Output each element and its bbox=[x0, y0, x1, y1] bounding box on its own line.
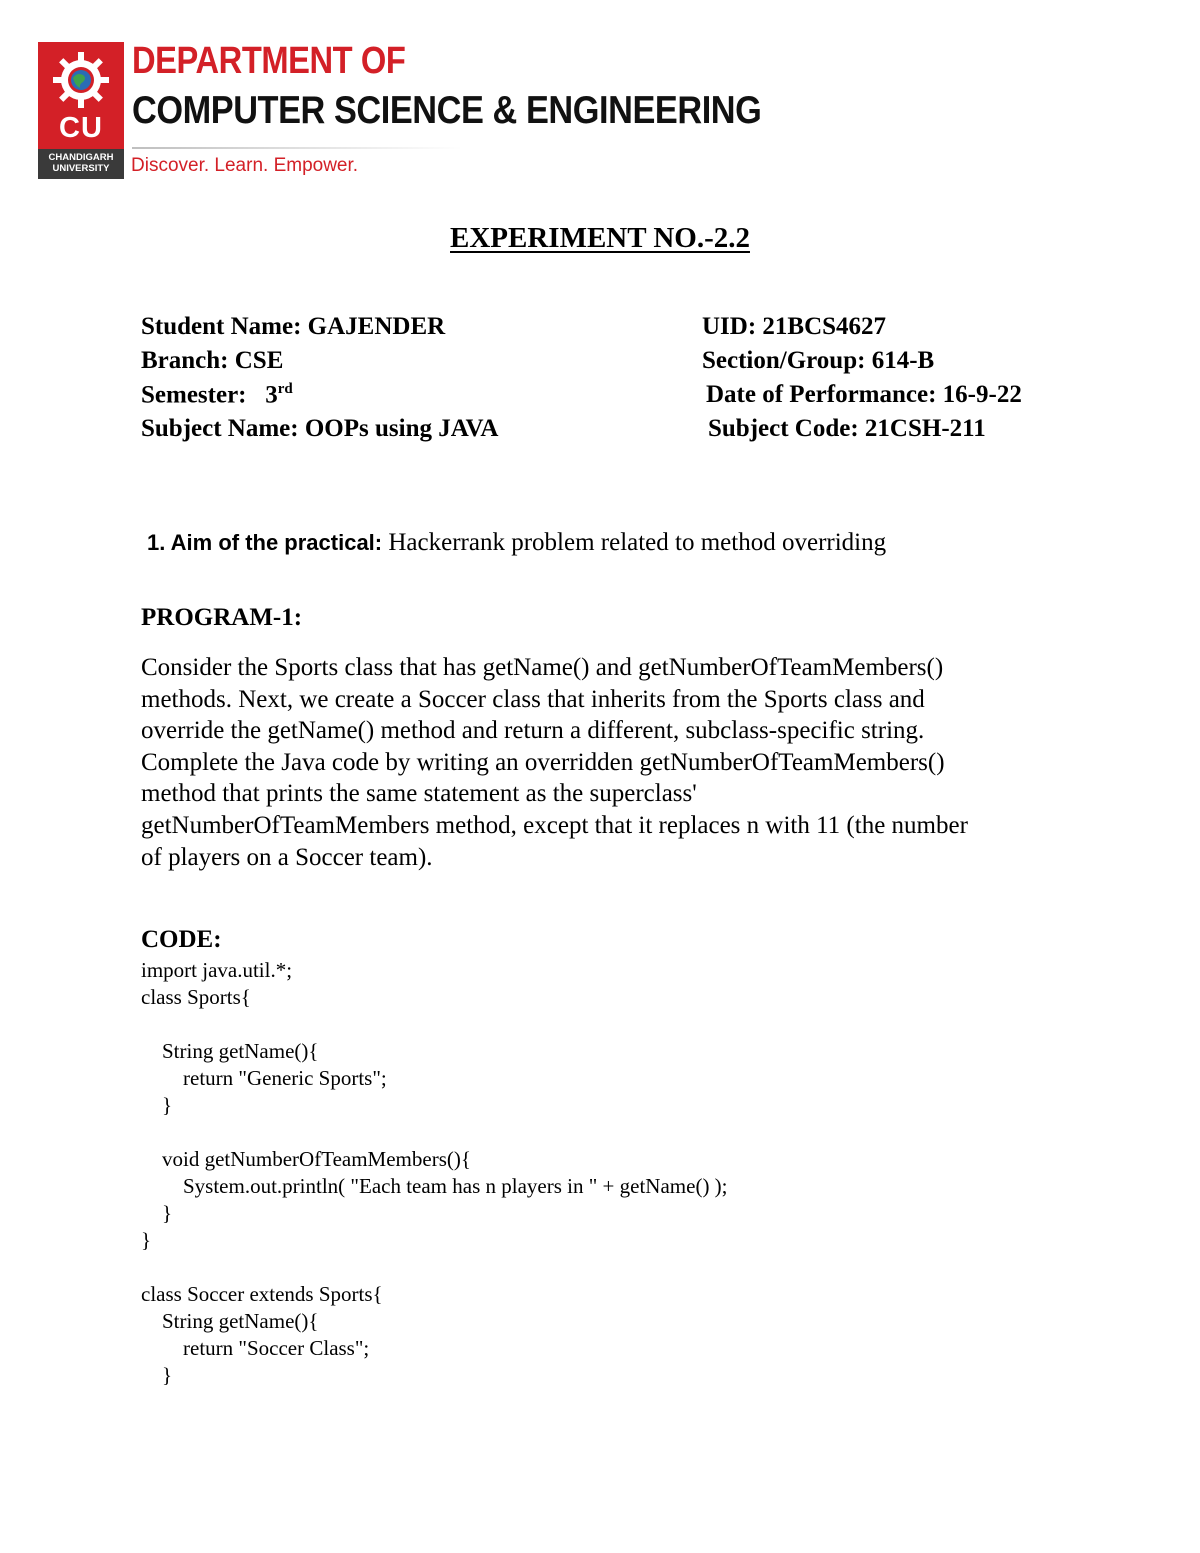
student-uid: UID: 21BCS4627 bbox=[702, 313, 887, 340]
university-logo bbox=[38, 42, 124, 179]
department-title-line1: DEPARTMENT OF bbox=[132, 40, 406, 82]
code-line: void getNumberOfTeamMembers(){ bbox=[141, 1147, 471, 1171]
branch: Branch: CSE bbox=[141, 347, 284, 374]
code-line: } bbox=[141, 1228, 152, 1252]
code-line: return "Soccer Class"; bbox=[141, 1336, 370, 1360]
tagline: Discover. Learn. Empower. bbox=[131, 155, 359, 176]
description-line: methods. Next, we create a Soccer class that inherits from the Sports class and bbox=[141, 685, 925, 713]
aim bbox=[147, 529, 886, 557]
code-heading: CODE: bbox=[141, 926, 222, 953]
description-line: Consider the Sports class that has getName() and getNumberOfTeamMembers() bbox=[141, 654, 944, 681]
semester-value: 3 bbox=[265, 381, 278, 409]
description-line: method that prints the same statement as the superclass' bbox=[141, 780, 697, 808]
code-line: class Soccer extends Sports{ bbox=[141, 1282, 383, 1306]
code-block bbox=[141, 957, 728, 1389]
description-line: of players on a Soccer team). bbox=[141, 843, 433, 871]
gear-globe-icon bbox=[49, 48, 113, 112]
header-divider bbox=[132, 147, 462, 149]
student-name: Student Name: GAJENDER bbox=[141, 313, 446, 340]
aim-label: 1. Aim of the practical: bbox=[147, 530, 383, 555]
semester bbox=[141, 381, 293, 409]
logo-cu-text: CU bbox=[59, 112, 103, 144]
code-line: class Sports{ bbox=[141, 985, 251, 1009]
description-line: override the getName() method and return a different, subclass-specific string. bbox=[141, 717, 925, 745]
code-line bbox=[141, 1011, 728, 1038]
semester-suffix: rd bbox=[277, 381, 293, 397]
logo-university-line2: UNIVERSITY bbox=[52, 163, 110, 174]
logo-university-line1: CHANDIGARH bbox=[48, 152, 114, 163]
semester-label: Semester: bbox=[141, 381, 247, 409]
code-line: } bbox=[141, 1363, 173, 1387]
code-line: String getName(){ bbox=[141, 1309, 319, 1333]
program-description bbox=[141, 652, 1081, 873]
code-line: String getName(){ bbox=[141, 1039, 319, 1063]
program-heading: PROGRAM-1: bbox=[141, 604, 303, 631]
code-line: } bbox=[141, 1093, 173, 1117]
code-line: } bbox=[141, 1201, 173, 1225]
subject-name: Subject Name: OOPs using JAVA bbox=[141, 415, 499, 442]
logo-university-text bbox=[38, 152, 124, 174]
code-line bbox=[141, 1119, 728, 1146]
code-line: System.out.println( "Each team has n players in " + getName() ); bbox=[141, 1174, 728, 1198]
subject-code: Subject Code: 21CSH-211 bbox=[708, 415, 986, 442]
description-line: getNumberOfTeamMembers method, except that it replaces n with 11 (the number bbox=[141, 811, 968, 839]
date-of-performance: Date of Performance: 16-9-22 bbox=[706, 381, 1022, 408]
aim-text: Hackerrank problem related to method overriding bbox=[388, 529, 887, 556]
experiment-title bbox=[0, 222, 1200, 255]
department-title-line2: COMPUTER SCIENCE & ENGINEERING bbox=[132, 89, 762, 132]
code-line bbox=[141, 1254, 728, 1281]
section-group: Section/Group: 614-B bbox=[702, 347, 935, 374]
description-line: Complete the Java code by writing an overridden getNumberOfTeamMembers() bbox=[141, 748, 945, 776]
code-line: import java.util.*; bbox=[141, 958, 293, 982]
code-line: return "Generic Sports"; bbox=[141, 1066, 387, 1090]
experiment-title-text: EXPERIMENT NO.-2.2 bbox=[450, 222, 750, 254]
